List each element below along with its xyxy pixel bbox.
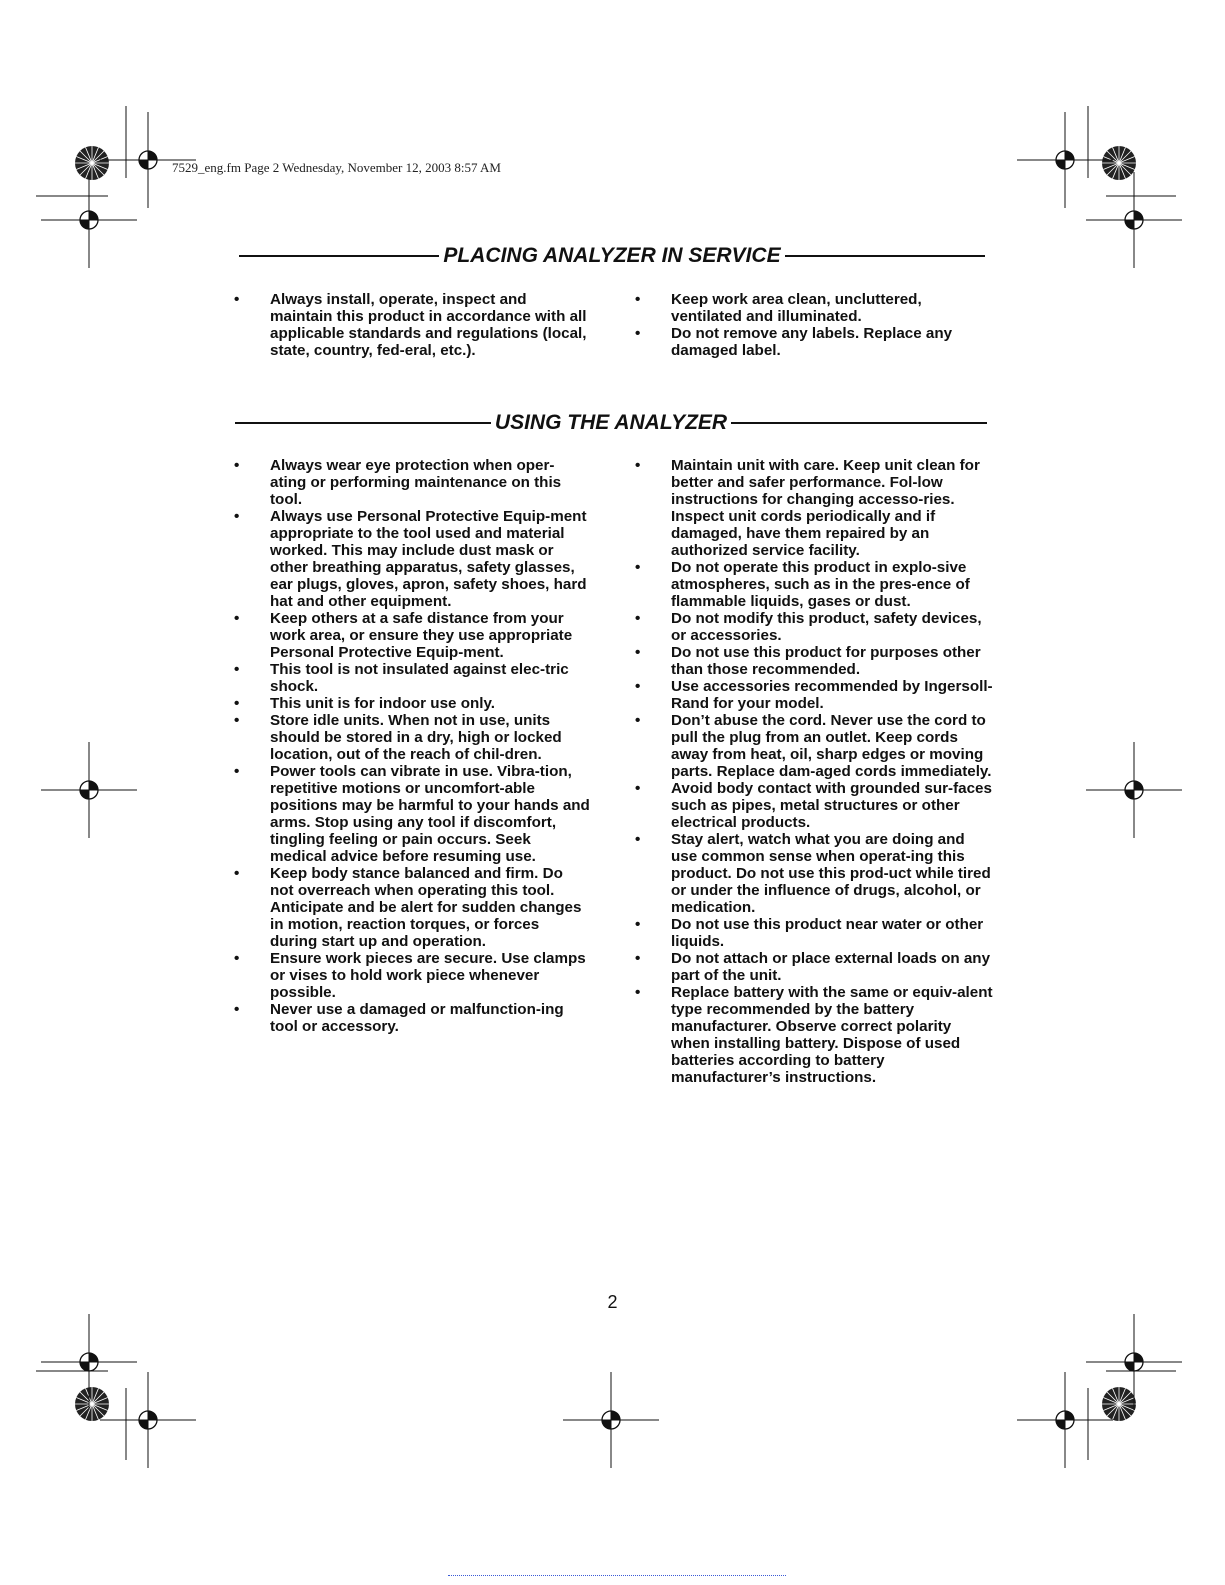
list-item: • Do not use this product for purposes other than those recommended. <box>635 644 993 678</box>
heading-rule-left <box>239 255 439 257</box>
list-item: • Never use a damaged or malfunction-ing tool or accessory. <box>234 1001 590 1035</box>
list-item: • Do not use this product near water or other liquids. <box>635 916 993 950</box>
heading-rule-right <box>731 422 987 424</box>
list-item: • Avoid body contact with grounded sur-faces such as pipes, metal structures or other electrical products. <box>635 780 993 831</box>
list-item: • Store idle units. When not in use, units should be stored in a dry, high or locked location, out of the reach of chil-dren. <box>234 712 590 763</box>
heading-rule-right <box>785 255 985 257</box>
placing-left-list <box>234 291 590 359</box>
list-item: • This unit is for indoor use only. <box>234 695 590 712</box>
heading-rule-left <box>235 422 491 424</box>
list-item: • Ensure work pieces are secure. Use clamps or vises to hold work piece whenever possible. <box>234 950 590 1001</box>
list-item: • Keep body stance balanced and firm. Do not overreach when operating this tool. Anticipate and be alert for sudden changes in motion, reaction torques, or forces during start up and operation. <box>234 865 590 950</box>
list-item: • Stay alert, watch what you are doing and use common sense when operat-ing this product. Do not use this prod-uct while tired or under the influence of drugs, alcohol, or medication. <box>635 831 993 916</box>
list-item: • This tool is not insulated against elec-tric shock. <box>234 661 590 695</box>
list-item: • Always wear eye protection when oper-ating or performing maintenance on this tool. <box>234 457 590 508</box>
list-item: • Replace battery with the same or equiv-alent type recommended by the battery manufacturer. Observe correct polarity when installing battery. Dispose of used batteries according to battery manufacturer’s instructions. <box>635 984 993 1086</box>
section-heading-placing <box>239 244 985 268</box>
list-item: • Always use Personal Protective Equip-ment appropriate to the tool used and material worked. This may include dust mask or other breathing apparatus, safety glasses, ear plugs, gloves, apron, safety shoes, hard hat and other equipment. <box>234 508 590 610</box>
section-title: PLACING ANALYZER IN SERVICE <box>443 244 781 267</box>
list-item: • Keep others at a safe distance from your work area, or ensure they use appropriate Personal Protective Equip-ment. <box>234 610 590 661</box>
section-title: USING THE ANALYZER <box>494 411 728 434</box>
using-right-list <box>635 457 993 1086</box>
bottom-dotted-line <box>448 1575 786 1576</box>
list-item: • Use accessories recommended by Ingersoll-Rand for your model. <box>635 678 993 712</box>
list-item: • Do not operate this product in explo-sive atmospheres, such as in the pres-ence of flammable liquids, gases or dust. <box>635 559 993 610</box>
list-item: • Power tools can vibrate in use. Vibra-tion, repetitive motions or uncomfort-able positions may be harmful to your hands and arms. Stop using any tool if discomfort, tingling feeling or pain occurs. Seek medical advice before resuming use. <box>234 763 590 865</box>
list-item: • Always install, operate, inspect and maintain this product in accordance with all applicable standards and regulations (local, state, country, fed-eral, etc.). <box>234 291 590 359</box>
using-left-list <box>234 457 590 1035</box>
file-slug: 7529_eng.fm Page 2 Wednesday, November 12, 2003 8:57 AM <box>172 160 501 175</box>
placing-right-list <box>635 291 991 359</box>
list-item: • Don’t abuse the cord. Never use the cord to pull the plug from an outlet. Keep cords away from heat, oil, sharp edges or moving parts. Replace dam-aged cords immediately. <box>635 712 993 780</box>
list-item: • Do not modify this product, safety devices, or accessories. <box>635 610 993 644</box>
list-item: • Do not remove any labels. Replace any damaged label. <box>635 325 991 359</box>
page-number: 2 <box>607 1292 618 1312</box>
list-item: • Keep work area clean, uncluttered, ventilated and illuminated. <box>635 291 991 325</box>
list-item: • Do not attach or place external loads on any part of the unit. <box>635 950 993 984</box>
section-heading-using <box>235 411 987 435</box>
list-item: • Maintain unit with care. Keep unit clean for better and safer performance. Fol-low instructions for changing accesso-ries. Inspect unit cords periodically and if damaged, have them repaired by an authorized service facility. <box>635 457 993 559</box>
